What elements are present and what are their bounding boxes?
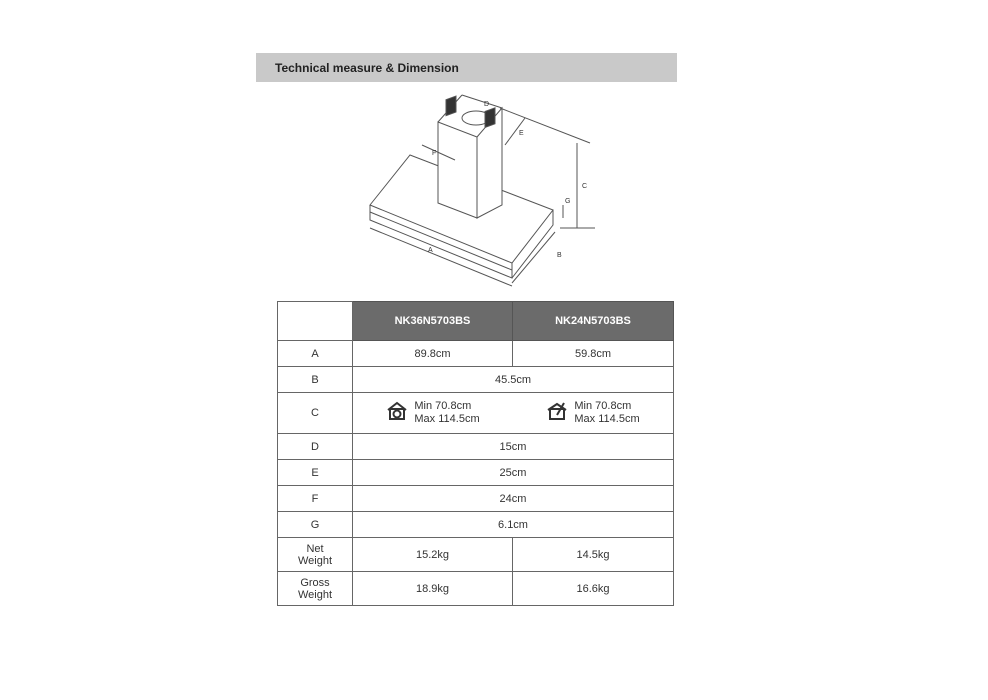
- recirculation-house-icon: [386, 401, 408, 425]
- table-row: F 24cm: [278, 486, 674, 512]
- column-header-model-1: NK36N5703BS: [353, 302, 513, 341]
- table-row: C Min 70.8cm Max 114.5cm Min 70.8cm Max 114.5cm: [278, 393, 674, 434]
- hood-dimension-diagram: [0, 0, 988, 300]
- label-g: G: [565, 198, 571, 205]
- table-row: E 25cm: [278, 460, 674, 486]
- label-d: D: [484, 101, 490, 108]
- label-e: E: [519, 130, 524, 137]
- column-header-model-2: NK24N5703BS: [513, 302, 674, 341]
- table-row: Gross Weight 18.9kg 16.6kg: [278, 572, 674, 606]
- table-row: A 89.8cm 59.8cm: [278, 341, 674, 367]
- label-a: A: [428, 247, 433, 254]
- table-row: G 6.1cm: [278, 512, 674, 538]
- label-c: C: [582, 183, 588, 190]
- section-title: Technical measure & Dimension: [275, 61, 459, 75]
- table-row: Net Weight 15.2kg 14.5kg: [278, 538, 674, 572]
- label-f: F: [432, 150, 437, 157]
- table-row: D 15cm: [278, 434, 674, 460]
- ducted-house-icon: [546, 401, 568, 425]
- table-row: B 45.5cm: [278, 367, 674, 393]
- label-b: B: [557, 252, 562, 259]
- dimension-table: [277, 301, 674, 606]
